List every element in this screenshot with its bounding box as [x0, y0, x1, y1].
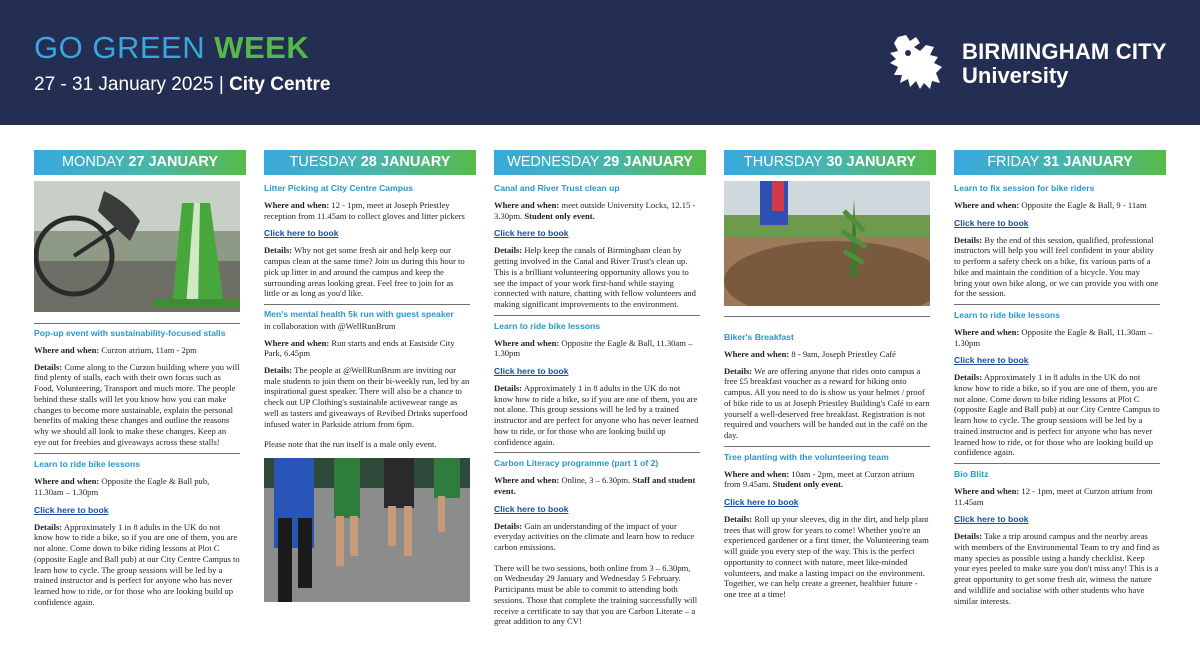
day-column-tuesday	[264, 150, 476, 607]
event-card	[494, 452, 700, 627]
event-when: Where and when: Opposite the Eagle & Ball, 11.30am – 1.30pm	[954, 326, 1153, 348]
event-when: Where and when: Opposite the Eagle & Ball, 11.30am – 1.30pm	[494, 337, 693, 359]
event-card	[954, 304, 1160, 458]
event-when: Where and when: Opposite the Eagle & Ball pub, 11.30am – 1.30pm	[34, 476, 210, 498]
event-card	[34, 453, 240, 607]
event-title: Men's mental health 5k run with guest speaker	[264, 308, 454, 319]
event-details: Details: By the end of this session, qualified, professional instructors will help you will feel confident in your ability to perform a safety check on a bike, fix various parts of a bike and maintain the condition of a bicycle. You may bring your own bike along, or we can provide you with one for the session.	[954, 234, 1159, 299]
event-when: Where and when: 8 - 9am, Joseph Priestley Café	[724, 349, 896, 359]
event-title: Carbon Literacy programme (part 1 of 2)	[494, 458, 659, 469]
event-title: Bio Blitz	[954, 468, 989, 479]
university-name: BIRMINGHAM CITY University	[962, 39, 1167, 88]
book-link[interactable]: Click here to book	[954, 514, 1029, 525]
event-when: Where and when: Opposite the Eagle & Ball, 9 - 11am	[954, 200, 1147, 210]
event-when: Where and when: Curzon atrium, 11am - 2pm	[34, 345, 197, 355]
event-when: Where and when: meet outside University Locks, 12.15 - 3.30pm. Student only event.	[494, 200, 696, 221]
event-details: Details: Help keep the canals of Birmingham clean by getting involved in the Canal and River Trust's clean up. This is a brilliant volunteering opportunity allows you to see the impact of your work first-hand while staying connected with nature, chatting with fellow volunteers and making significant improvements to the environment.	[494, 245, 696, 309]
event-details: Details: Roll up your sleeves, dig in the dirt, and help plant trees that will grow for years to come! Whether you're an experienced gardener or a first timer, the Volunteering team will guide you every step of the way. This is the perfect opportunity to connect with nature, meet like-minded volunteers, and make a lasting impact on the environment. Together, we can help create a greener, healthier future - one tree at a time!	[724, 514, 929, 599]
page-header	[0, 0, 1200, 125]
book-link[interactable]: Click here to book	[954, 355, 1029, 366]
day-header: FRIDAY 31 JANUARY	[954, 150, 1166, 175]
event-card	[724, 446, 930, 600]
event-card	[264, 304, 470, 450]
book-link[interactable]: Click here to book	[264, 228, 339, 239]
event-when: Where and when: Run starts and ends at Eastside City Park, 6.45pm	[264, 337, 455, 359]
event-details: Details: Why not get some fresh air and help keep our campus clean at the same time? Join us during this hour to pick up litter in and around the campus and keep the surrounding areas looking great. Feel free to join for as little or as long as you'd like.	[264, 245, 465, 299]
griffin-logo-icon	[886, 33, 946, 91]
event-card	[34, 323, 240, 447]
event-details: Details: We are offering anyone that rides onto campus a free £5 breakfast voucher as a reward for biking onto campus. All you need to do is show us your helmet / proof of bike ride to us at Joseph Priestley Building's Café to earn yourself a well-deserved free breakfast. Registration is not required and vouchers will be handed out in the café on the day.	[724, 365, 930, 440]
event-when: Where and when: 10am - 2pm, meet at Curzon atrium from 9.45am. Student only event.	[724, 468, 915, 490]
day-header: WEDNESDAY 29 JANUARY	[494, 150, 706, 175]
event-details: Details: Gain an understanding of the impact of your everyday activities on the climate and learn how to reduce carbon emissions.	[494, 520, 695, 553]
book-link[interactable]: Click here to book	[494, 366, 569, 377]
event-subtitle: in collaboration with @WellRunBrum	[264, 320, 396, 331]
day-column-friday	[954, 150, 1166, 606]
day-column-thursday	[724, 150, 936, 600]
event-title: Learn to ride bike lessons	[34, 459, 141, 470]
book-link[interactable]: Click here to book	[494, 503, 569, 514]
event-card	[724, 316, 930, 441]
event-title: Pop-up event with sustainability-focused stalls	[34, 328, 226, 338]
event-card	[264, 175, 470, 299]
day-column-wednesday	[494, 150, 706, 627]
day-column-monday	[34, 150, 246, 607]
tree-planting-photo	[724, 181, 930, 306]
event-title: Biker's Breakfast	[724, 332, 794, 342]
event-title: Learn to fix session for bike riders	[954, 183, 1095, 193]
book-link[interactable]: Click here to book	[34, 504, 109, 515]
event-note: There will be two sessions, both online from 3 – 6.30pm, on Wednesday 29 January and Wednesday 5 February. Participants must be able to commit to attending both sessions. Those that complete the training successfully will receive a certificate to say that you are Carbon Literate – a great addition to any CV!	[494, 562, 698, 627]
event-details: Details: Approximately 1 in 8 adults in the UK do not know how to ride a bike, so if you are one of them, you are not alone. This group sessions will be led by a trained instructor and are perfect for anyone who has never learned how to ride, or for those who are looking build up confidence again.	[494, 383, 699, 447]
event-dates: 27 - 31 January 2025 | City Centre	[34, 74, 331, 95]
runners-photo	[264, 458, 470, 602]
day-header: THURSDAY 30 JANUARY	[724, 150, 936, 175]
event-card	[954, 175, 1160, 299]
book-link[interactable]: Click here to book	[954, 217, 1029, 228]
event-card	[494, 175, 700, 310]
event-title: Learn to ride bike lessons	[494, 320, 601, 331]
event-when: Where and when: Online, 3 – 6.30pm. Staff and student event.	[494, 475, 696, 496]
event-title: Litter Picking at City Centre Campus	[264, 183, 413, 193]
day-header: TUESDAY 28 JANUARY	[264, 150, 476, 175]
day-header: MONDAY 27 JANUARY	[34, 150, 246, 175]
event-title: GO GREEN WEEK	[34, 30, 310, 65]
event-title: Canal and River Trust clean up	[494, 183, 620, 193]
event-note: Please note that the run itself is a male only event.	[264, 439, 437, 450]
event-details: Details: Take a trip around campus and the nearby areas with members of the Environmental Team to try and find as many species as possible using a handy checklist. Keep your eyes peeled to make sure you don't miss any! This is a great opportunity to get some fresh air, witness the nature and wildlife and socialise with other students who have similar interests.	[954, 531, 1160, 606]
event-card	[494, 315, 700, 448]
event-details: Details: Approximately 1 in 8 adults in the UK do not know how to ride a bike, so if you are one of them, you are not alone. Come down to bike riding lessons at Plot C (opposite Eagle and Ball pub) at our City Centre Campus to learn how to cycle. The group sessions will be led by a trained instructor and is perfect for anyone who has never learned how to ride, or for those who are looking build up confidence again.	[954, 372, 1160, 458]
book-link[interactable]: Click here to book	[724, 497, 799, 508]
event-card	[954, 463, 1160, 606]
event-when: Where and when: 12 - 1pm, meet at Joseph Priestley reception from 11.45am to collect gloves and litter pickers	[264, 200, 465, 221]
event-details: Details: Approximately 1 in 8 adults in the UK do not know how to ride a bike, so if you are one of them, you are not alone. Come down to bike riding lessons at Plot C (opposite Eagle and Ball pub) at our City Centre Campus to learn how to cycle. The group sessions will be led by a trained instructor and is perfect for anyone who has never learned how to ride, or for those who are looking build up confidence again.	[34, 521, 240, 607]
event-title: Tree planting with the volunteering team	[724, 451, 889, 462]
event-details: Details: Come along to the Curzon building where you will find plenty of stalls, each with their own focus such as Food, Volunteering, Transport and much more. The people behind these stalls will let you know how you can make changes to become more sustainable, explain the personal benefits of making these changes and outline the reasons why we should all look to make these changes. Keep an eye out for freebies and giveaways across these stalls!	[34, 361, 240, 447]
bike-and-cone-photo	[34, 181, 240, 312]
event-details: Details: The people at @WellRunBrum are inviting our male students to join them on their bi-weekly run, led by an inspirational guest speaker. There will also be a chance to check out UP Clothing's sustainable activewear range as well as tasters and giveaways of Revibed Drinks superfood infused water in Parkside atrium from 6pm.	[264, 365, 470, 429]
event-when: Where and when: 12 - 1pm, meet at Curzon atrium from 11.45am	[954, 485, 1153, 507]
book-link[interactable]: Click here to book	[494, 228, 569, 239]
event-title: Learn to ride bike lessons	[954, 309, 1061, 320]
